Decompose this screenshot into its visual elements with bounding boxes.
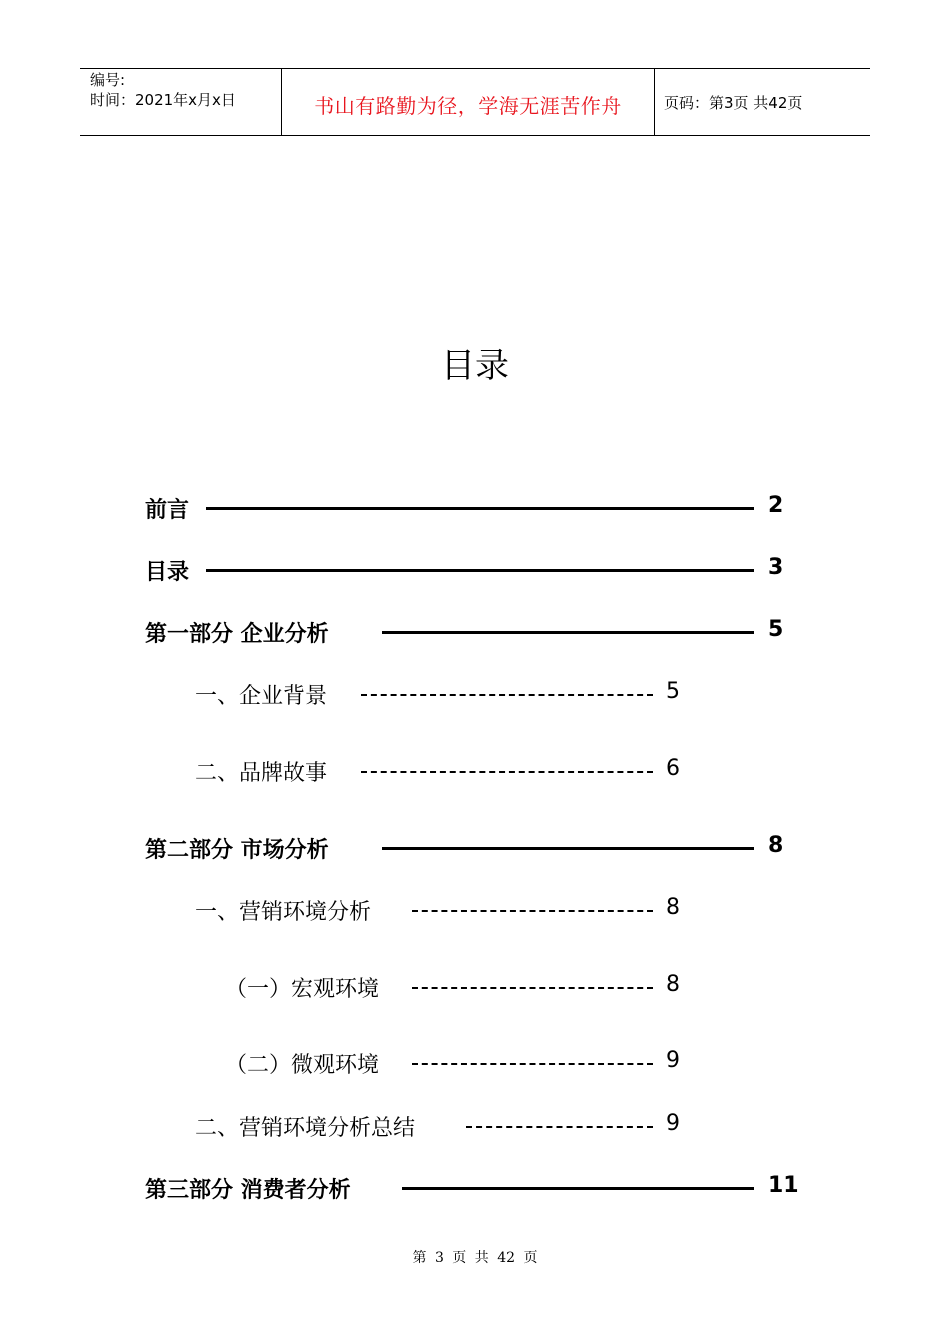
toc-item-page: 9	[666, 1111, 680, 1136]
header-time: 时间：2021年x月x日	[90, 91, 236, 109]
toc-item[interactable]	[0, 756, 950, 788]
toc-item-page: 3	[768, 555, 784, 580]
toc-leader	[361, 771, 653, 773]
header-divider-right	[654, 68, 655, 136]
toc-leader	[412, 1063, 653, 1065]
toc-item-label: 第一部分 企业分析	[145, 622, 329, 647]
toc-item[interactable]	[0, 493, 950, 525]
toc-item-page: 8	[666, 895, 680, 920]
toc-item-page: 5	[768, 617, 784, 642]
toc-leader	[412, 910, 653, 912]
toc-item-label: 目录	[145, 560, 190, 585]
toc-leader	[206, 569, 754, 572]
toc-item-page: 9	[666, 1048, 680, 1073]
toc-leader	[382, 847, 754, 850]
toc-item-label: （二）微观环境	[225, 1053, 380, 1078]
toc-item[interactable]	[0, 833, 950, 865]
toc-item[interactable]	[0, 895, 950, 927]
toc-item-label: 二、品牌故事	[195, 761, 328, 786]
header-page-info: 页码：第3页 共42页	[664, 94, 803, 112]
toc-item-label: 二、营销环境分析总结	[195, 1116, 416, 1141]
toc-item-label: 第二部分 市场分析	[145, 838, 329, 863]
toc-item-page: 8	[666, 972, 680, 997]
toc-leader	[206, 507, 754, 510]
toc-item-label: （一）宏观环境	[225, 977, 380, 1002]
toc-leader	[402, 1187, 754, 1190]
toc-leader	[361, 694, 653, 696]
toc-leader	[382, 631, 754, 634]
page-footer: 第 3 页 共 42 页	[412, 1250, 538, 1266]
header-number: 编号:	[90, 71, 126, 89]
toc-item-label: 一、营销环境分析	[195, 900, 372, 925]
toc-item-label: 第三部分 消费者分析	[145, 1178, 351, 1203]
toc-item[interactable]	[0, 972, 950, 1004]
toc-item-page: 5	[666, 679, 680, 704]
header-meta	[90, 70, 236, 110]
toc-item-label: 前言	[145, 498, 190, 523]
toc-item[interactable]	[0, 1173, 950, 1205]
toc-item[interactable]	[0, 555, 950, 587]
toc-item-label: 一、企业背景	[195, 684, 328, 709]
toc-item-page: 6	[666, 756, 680, 781]
toc-item-page: 2	[768, 493, 784, 518]
toc-item-page: 8	[768, 833, 784, 858]
toc-item[interactable]	[0, 1111, 950, 1143]
toc-item[interactable]	[0, 1048, 950, 1080]
page-title: 目录	[441, 346, 509, 386]
toc-leader	[412, 987, 653, 989]
header-top-rule	[80, 68, 870, 69]
toc-leader	[466, 1126, 653, 1128]
header-divider-left	[281, 68, 282, 136]
toc-item[interactable]	[0, 679, 950, 711]
header-motto: 书山有路勤为径，学海无涯苦作舟	[314, 94, 622, 118]
toc-item[interactable]	[0, 617, 950, 649]
header-bottom-rule	[80, 135, 870, 136]
toc-item-page: 11	[768, 1173, 799, 1198]
